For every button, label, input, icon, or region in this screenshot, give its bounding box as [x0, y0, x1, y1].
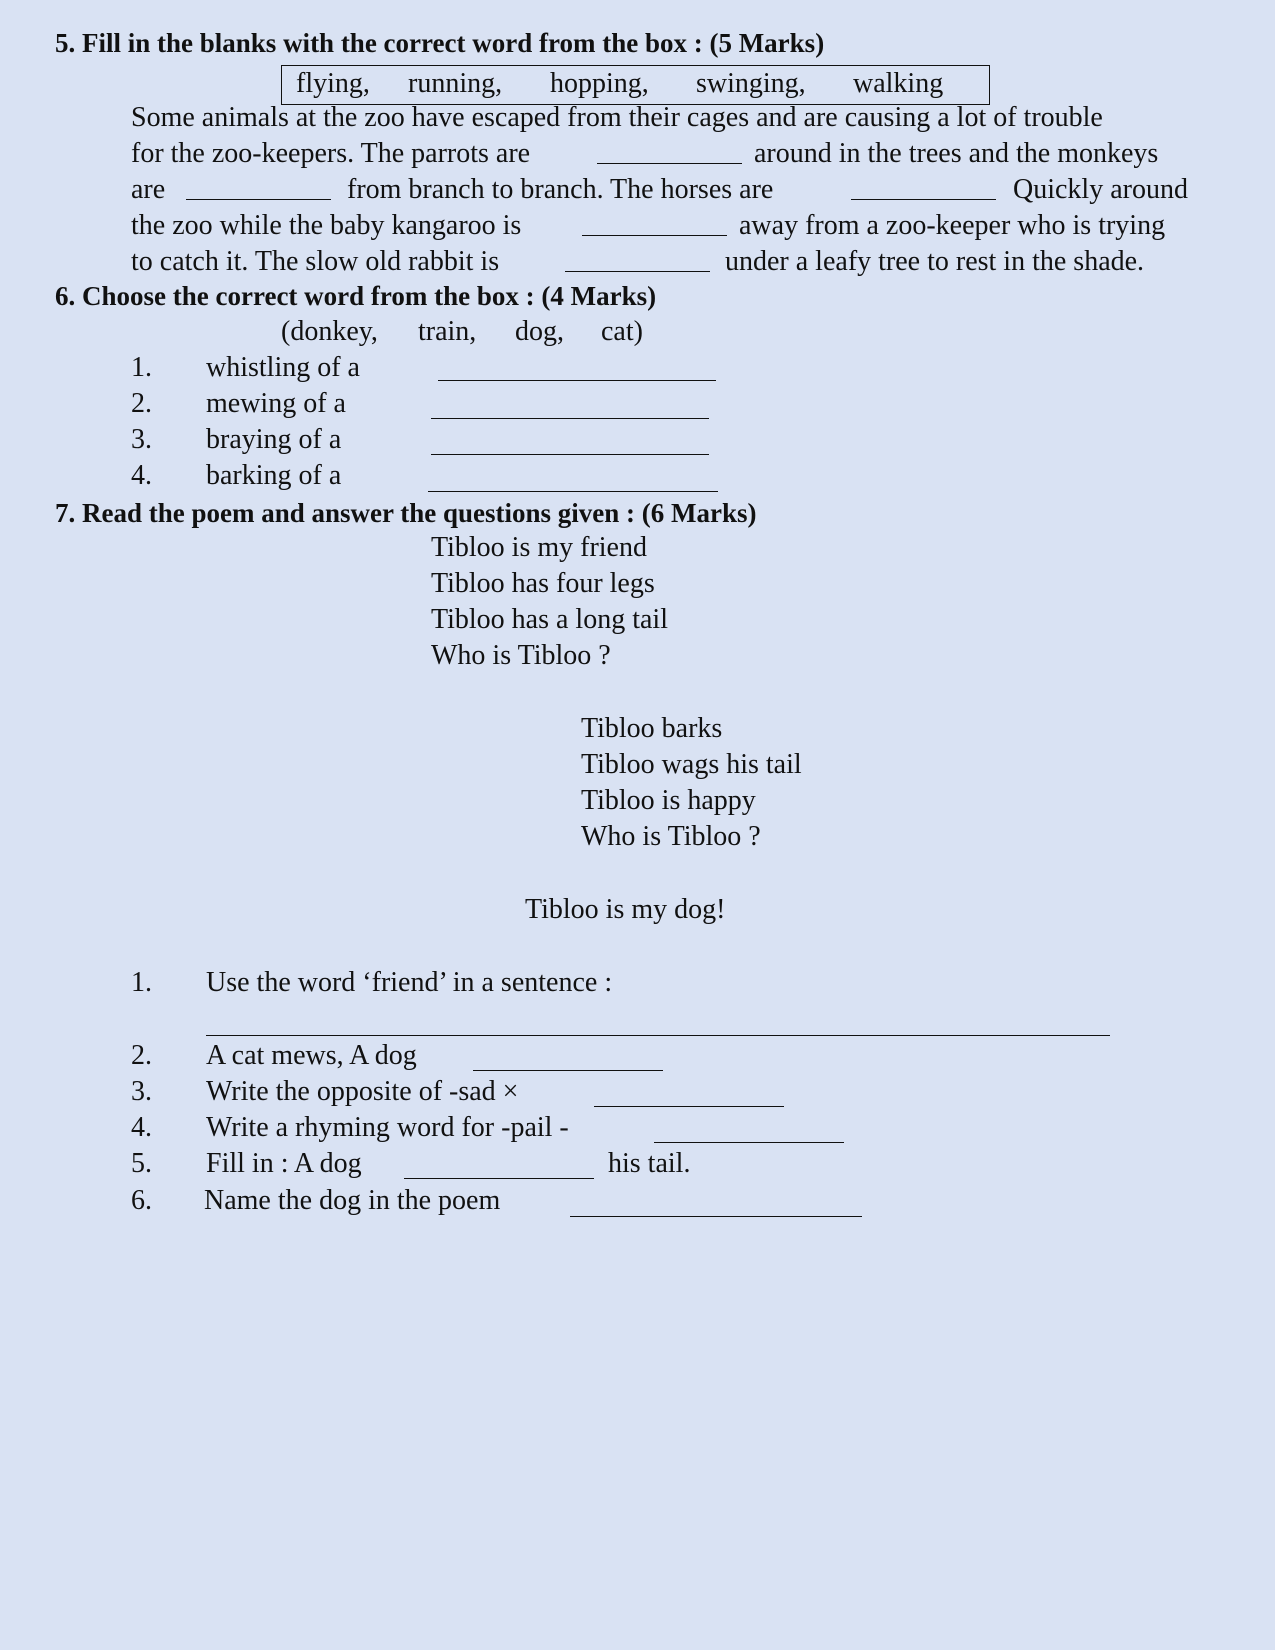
question-text-after: his tail.: [608, 1148, 691, 1179]
poem-line: Tibloo wags his tail: [581, 749, 802, 780]
paragraph-text: to catch it. The slow old rabbit is: [131, 246, 500, 277]
answer-blank[interactable]: [186, 199, 331, 200]
poem-line: Who is Tibloo ?: [431, 640, 611, 671]
question-number: 3.: [131, 1076, 152, 1107]
word-box-item: flying,: [296, 68, 370, 99]
paragraph-text: Quickly around: [1013, 174, 1188, 205]
item-text: mewing of a: [206, 388, 346, 419]
word-box: [281, 65, 990, 105]
question-text: Name the dog in the poem: [204, 1185, 501, 1216]
question-number: 1.: [131, 967, 152, 998]
item-number: 1.: [131, 352, 152, 383]
section-6-heading: 6. Choose the correct word from the box : (4 Marks): [55, 281, 657, 311]
section-7-heading: 7. Read the poem and answer the questions given : (6 Marks): [55, 498, 757, 528]
poem-line: Tibloo is happy: [581, 785, 756, 816]
word-box-item: running,: [408, 68, 503, 99]
option-word: train,: [418, 316, 477, 347]
option-word: (donkey,: [281, 316, 378, 347]
paragraph-text: around in the trees and the monkeys: [754, 138, 1159, 169]
paragraph-text: Some animals at the zoo have escaped from their cages and are causing a lot of trouble: [131, 102, 1103, 133]
question-text: Use the word ‘friend’ in a sentence :: [206, 967, 613, 998]
question-number: 5.: [131, 1148, 152, 1179]
paragraph-text: the zoo while the baby kangaroo is: [131, 210, 522, 241]
question-number: 2.: [131, 1040, 152, 1071]
poem-closing: Tibloo is my dog!: [525, 894, 726, 925]
poem-line: Who is Tibloo ?: [581, 821, 761, 852]
answer-blank[interactable]: [565, 271, 710, 272]
answer-line[interactable]: [431, 418, 709, 419]
answer-blank[interactable]: [851, 199, 996, 200]
paragraph-text: for the zoo-keepers. The parrots are: [131, 138, 531, 169]
word-box-item: walking: [853, 68, 944, 99]
poem-line: Tibloo is my friend: [431, 532, 647, 563]
paragraph-text: are: [131, 174, 166, 205]
item-number: 3.: [131, 424, 152, 455]
item-number: 2.: [131, 388, 152, 419]
answer-line[interactable]: [431, 454, 709, 455]
poem-line: Tibloo barks: [581, 713, 723, 744]
question-text: Fill in : A dog: [206, 1148, 362, 1179]
poem-line: Tibloo has four legs: [431, 568, 655, 599]
answer-blank[interactable]: [597, 163, 742, 164]
options-line: [281, 316, 378, 348]
item-text: whistling of a: [206, 352, 360, 383]
answer-line[interactable]: [404, 1178, 594, 1179]
paragraph-text: from branch to branch. The horses are: [347, 174, 774, 205]
question-text: Write the opposite of -sad ×: [206, 1076, 519, 1107]
question-text: A cat mews, A dog: [206, 1040, 417, 1071]
answer-line[interactable]: [473, 1070, 663, 1071]
poem-line: Tibloo has a long tail: [431, 604, 668, 635]
answer-line[interactable]: [654, 1142, 844, 1143]
answer-line[interactable]: [570, 1216, 862, 1217]
answer-line[interactable]: [206, 1035, 1110, 1036]
answer-line[interactable]: [594, 1106, 784, 1107]
question-number: 4.: [131, 1112, 152, 1143]
answer-line[interactable]: [438, 380, 716, 381]
option-word: cat): [601, 316, 643, 347]
item-text: barking of a: [206, 460, 342, 491]
word-box-item: swinging,: [696, 68, 806, 99]
answer-line[interactable]: [428, 491, 718, 492]
question-number: 6.: [131, 1185, 152, 1216]
item-number: 4.: [131, 460, 152, 491]
option-word: dog,: [515, 316, 564, 347]
section-5-heading: 5. Fill in the blanks with the correct word from the box : (5 Marks): [55, 28, 825, 58]
paragraph-text: away from a zoo-keeper who is trying: [739, 210, 1166, 241]
word-box-item: hopping,: [550, 68, 649, 99]
question-text: Write a rhyming word for -pail -: [206, 1112, 569, 1143]
answer-blank[interactable]: [582, 235, 727, 236]
item-text: braying of a: [206, 424, 342, 455]
paragraph-text: under a leafy tree to rest in the shade.: [725, 246, 1145, 277]
